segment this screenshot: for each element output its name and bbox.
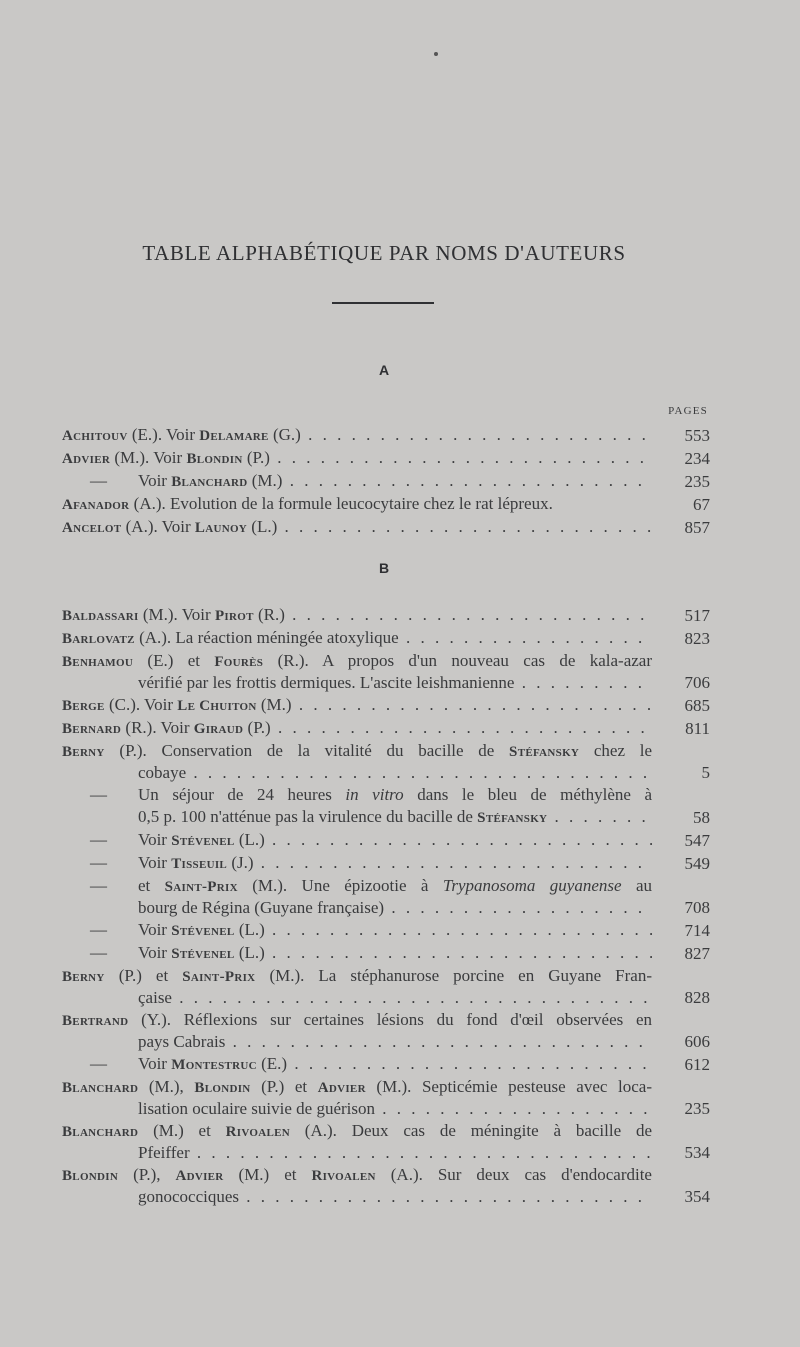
entry-text: chez le	[579, 741, 652, 760]
author-name: Saint-Prix	[164, 879, 238, 895]
page-number: 708	[684, 898, 710, 917]
print-speck	[434, 52, 438, 56]
entry-line	[62, 516, 652, 539]
entry-line	[62, 627, 652, 650]
entry-line	[62, 1120, 652, 1142]
index-entry	[62, 784, 710, 829]
entry-text: vérifié par les frottis dermiques. L'ascite leishmanienne	[138, 673, 515, 692]
entry-line	[138, 875, 652, 897]
author-name: Stévenel	[171, 833, 235, 849]
entry-text: (P.)	[243, 718, 271, 737]
entry-line	[62, 1186, 652, 1208]
author-name: Fourès	[214, 654, 264, 670]
entry-text: (P.)	[242, 448, 270, 467]
author-name: Benhamou	[62, 654, 134, 670]
entry-text: (R.). A propos d'un nouveau cas de kala-azar	[263, 651, 652, 670]
index-entry	[62, 717, 710, 740]
author-name: Advier	[175, 1168, 224, 1184]
author-name: Advier	[317, 1080, 366, 1096]
entry-text: (M.). La stéphanurose porcine en Guyane Fran-	[255, 966, 652, 985]
entry-text: (M.) et	[138, 1121, 226, 1140]
entry-text: (M.). Septicémie pesteuse avec loca-	[365, 1077, 652, 1096]
author-name: Montestruc	[171, 1057, 257, 1073]
index-entry	[62, 694, 710, 717]
entry-line	[62, 604, 652, 627]
entry-text: Voir	[138, 920, 172, 939]
entry-text: (M.). Une épizootie à	[237, 876, 443, 895]
author-name: Blondin	[194, 1080, 251, 1096]
author-name: Advier	[62, 451, 111, 467]
entry-text: cobaye	[138, 763, 187, 782]
page-number: 823	[684, 629, 710, 648]
index-entry	[62, 650, 710, 694]
page-number: 553	[684, 426, 710, 445]
entry-line	[62, 447, 652, 470]
author-name: Barlovatz	[62, 631, 135, 647]
author-name: Ancelot	[62, 520, 122, 536]
entry-line	[62, 694, 652, 717]
page-number: 354	[684, 1187, 710, 1206]
author-name: Saint-Prix	[182, 969, 256, 985]
entry-text: (M.) et	[223, 1165, 312, 1184]
ditto-dash: —	[90, 943, 107, 962]
entry-line	[62, 965, 652, 987]
entry-line	[62, 1142, 652, 1164]
entry-line	[138, 919, 652, 942]
author-name: Rivoalen	[311, 1168, 376, 1184]
author-name: Berny	[62, 744, 105, 760]
entry-text: (M.)	[256, 695, 292, 714]
entry-text: Voir	[138, 1054, 172, 1073]
entry-line	[138, 897, 652, 919]
entry-line	[62, 987, 652, 1009]
title-rule	[332, 302, 434, 304]
page-number: 5	[701, 763, 710, 782]
page-number: 685	[684, 696, 710, 715]
ditto-dash: —	[90, 785, 107, 804]
index-entry	[62, 424, 710, 447]
index-entry	[62, 875, 710, 919]
index-entry	[62, 1053, 710, 1076]
index-entry	[62, 604, 710, 627]
author-name: Bertrand	[62, 1013, 129, 1029]
entry-text: (R.)	[253, 605, 285, 624]
entry-line	[138, 829, 652, 852]
entry-text: (L.)	[234, 830, 265, 849]
entry-text: gonococciques	[138, 1187, 240, 1206]
author-name: Rivoalen	[225, 1124, 290, 1140]
author-name: Blondin	[186, 451, 243, 467]
ditto-dash: —	[90, 471, 107, 490]
ditto-dash: —	[90, 830, 107, 849]
entry-line	[62, 717, 652, 740]
entry-line	[138, 784, 652, 806]
page-number: 234	[684, 449, 710, 468]
author-name: Stéfansky	[477, 810, 548, 826]
index-entry	[62, 740, 710, 784]
ditto-dash: —	[90, 920, 107, 939]
index-entry	[62, 516, 710, 539]
entry-text: 0,5 p. 100 n'atténue pas la virulence du bacille de	[138, 807, 478, 826]
entry-line	[62, 672, 652, 694]
index-entry	[62, 942, 710, 965]
entry-text: Voir	[138, 471, 172, 490]
entry-text: (A.). Sur deux cas d'endocardite	[375, 1165, 652, 1184]
entry-text: (P.). Conservation de la vitalité du bacille de	[104, 741, 510, 760]
entry-line	[62, 1009, 652, 1031]
index-entry	[62, 627, 710, 650]
author-name: Bernard	[62, 721, 122, 737]
entry-line	[62, 1031, 652, 1053]
entry-line	[138, 942, 652, 965]
author-name: Afanador	[62, 497, 130, 513]
page-number: 517	[684, 606, 710, 625]
entry-text: (M.)	[247, 471, 283, 490]
index-entry	[62, 493, 710, 516]
author-name: Delamare	[199, 428, 269, 444]
author-name: Berge	[62, 698, 105, 714]
author-name: Stévenel	[171, 923, 235, 939]
entry-text: au	[621, 876, 652, 895]
ditto-dash: —	[90, 1054, 107, 1073]
page-title: TABLE ALPHABÉTIQUE PAR NOMS D'AUTEURS	[142, 241, 626, 265]
entry-text: (M.),	[138, 1077, 195, 1096]
entry-text: (P.) et	[104, 966, 183, 985]
index-entry	[62, 829, 710, 852]
page-number: 67	[693, 495, 710, 514]
page-number: 827	[684, 944, 710, 963]
author-name: Baldassari	[62, 608, 139, 624]
index-entry	[62, 919, 710, 942]
entry-line	[62, 424, 652, 447]
page-number: 534	[684, 1143, 710, 1162]
author-name: Berny	[62, 969, 105, 985]
entry-text: (E.) et	[133, 651, 215, 670]
entry-text: (L.)	[234, 920, 265, 939]
page-number: 811	[685, 719, 710, 738]
author-name: Achitouv	[62, 428, 128, 444]
entry-line	[138, 806, 652, 829]
entry-text: (M.). Voir	[110, 448, 187, 467]
page-number: 828	[684, 988, 710, 1007]
page-number: 612	[684, 1055, 710, 1074]
entry-text: (J.)	[227, 853, 254, 872]
index-entry	[62, 1076, 710, 1120]
entry-line	[62, 762, 652, 784]
author-name: Pirot	[214, 608, 254, 624]
section-a-entries	[62, 424, 710, 539]
page-number: 549	[684, 854, 710, 873]
entry-text: (A.). Deux cas de méningite à bacille de	[290, 1121, 652, 1140]
entry-text: (L.)	[247, 517, 278, 536]
pages-column-header: PAGES	[668, 405, 708, 417]
entry-line	[62, 1164, 652, 1186]
page-number: 606	[684, 1032, 710, 1051]
section-b-entries	[62, 604, 710, 1208]
entry-text: et	[138, 876, 165, 895]
entry-line	[62, 740, 652, 762]
entry-line	[62, 650, 652, 672]
index-entry	[62, 1120, 710, 1164]
page-number: 58	[693, 808, 710, 827]
page-number: 857	[684, 518, 710, 537]
entry-line	[62, 493, 652, 516]
entry-text: Voir	[138, 830, 172, 849]
author-name: Launoy	[194, 520, 248, 536]
entry-line	[138, 470, 652, 493]
page-number: 235	[684, 1099, 710, 1118]
entry-text: (E.). Voir	[127, 425, 200, 444]
author-name: Le Chuiton	[177, 698, 257, 714]
entry-text: (Y.). Réflexions sur certaines lésions du fond d'œil observées en	[128, 1010, 652, 1029]
entry-text: (A.). La réaction méningée atoxylique	[134, 628, 399, 647]
section-letter-b: B	[378, 560, 390, 576]
entry-text: (R.). Voir	[121, 718, 194, 737]
entry-text: (A.). Evolution de la formule leucocytaire chez le rat lépreux.	[129, 494, 553, 513]
entry-text: Un séjour de 24 heures	[138, 785, 346, 804]
index-entry	[62, 1009, 710, 1053]
entry-text: (P.) et	[250, 1077, 318, 1096]
author-name: Stévenel	[171, 946, 235, 962]
entry-line	[138, 1053, 652, 1076]
author-name: Blanchard	[171, 474, 248, 490]
entry-text: (L.)	[234, 943, 265, 962]
author-name: Blanchard	[62, 1080, 139, 1096]
author-name: Stéfansky	[509, 744, 580, 760]
entry-text: Voir	[138, 943, 172, 962]
entry-text: (E.)	[256, 1054, 288, 1073]
index-entry	[62, 965, 710, 1009]
page-number: 706	[684, 673, 710, 692]
entry-line	[62, 1098, 652, 1120]
index-entry	[62, 447, 710, 470]
entry-text: (C.). Voir	[104, 695, 178, 714]
page-number: 547	[684, 831, 710, 850]
author-name: Blanchard	[62, 1124, 139, 1140]
entry-line	[138, 852, 652, 875]
italic-text: Trypanosoma guyanense	[442, 876, 622, 895]
index-entry	[62, 852, 710, 875]
author-name: Blondin	[62, 1168, 119, 1184]
index-entry	[62, 1164, 710, 1208]
section-letter-a: A	[378, 362, 390, 378]
author-name: Tisseuil	[171, 856, 228, 872]
entry-text: pays Cabrais	[138, 1032, 226, 1051]
entry-text: lisation oculaire suivie de guérison	[138, 1099, 375, 1118]
entry-text: Voir	[138, 853, 172, 872]
ditto-dash: —	[90, 853, 107, 872]
page-number: 235	[684, 472, 710, 491]
entry-text: (M.). Voir	[138, 605, 215, 624]
entry-text: (A.). Voir	[121, 517, 195, 536]
entry-text: (G.)	[268, 425, 301, 444]
entry-text: Pfeiffer	[138, 1143, 190, 1162]
entry-text: çaise	[138, 988, 172, 1007]
entry-text: (P.),	[118, 1165, 176, 1184]
ditto-dash: —	[90, 876, 107, 895]
author-name: Giraud	[193, 721, 244, 737]
entry-text: dans le bleu de méthylène à	[403, 785, 652, 804]
page-number: 714	[684, 921, 710, 940]
italic-text: in vitro	[345, 785, 404, 804]
index-entry	[62, 470, 710, 493]
entry-line	[62, 1076, 652, 1098]
entry-text: bourg de Régina (Guyane française)	[138, 898, 385, 917]
